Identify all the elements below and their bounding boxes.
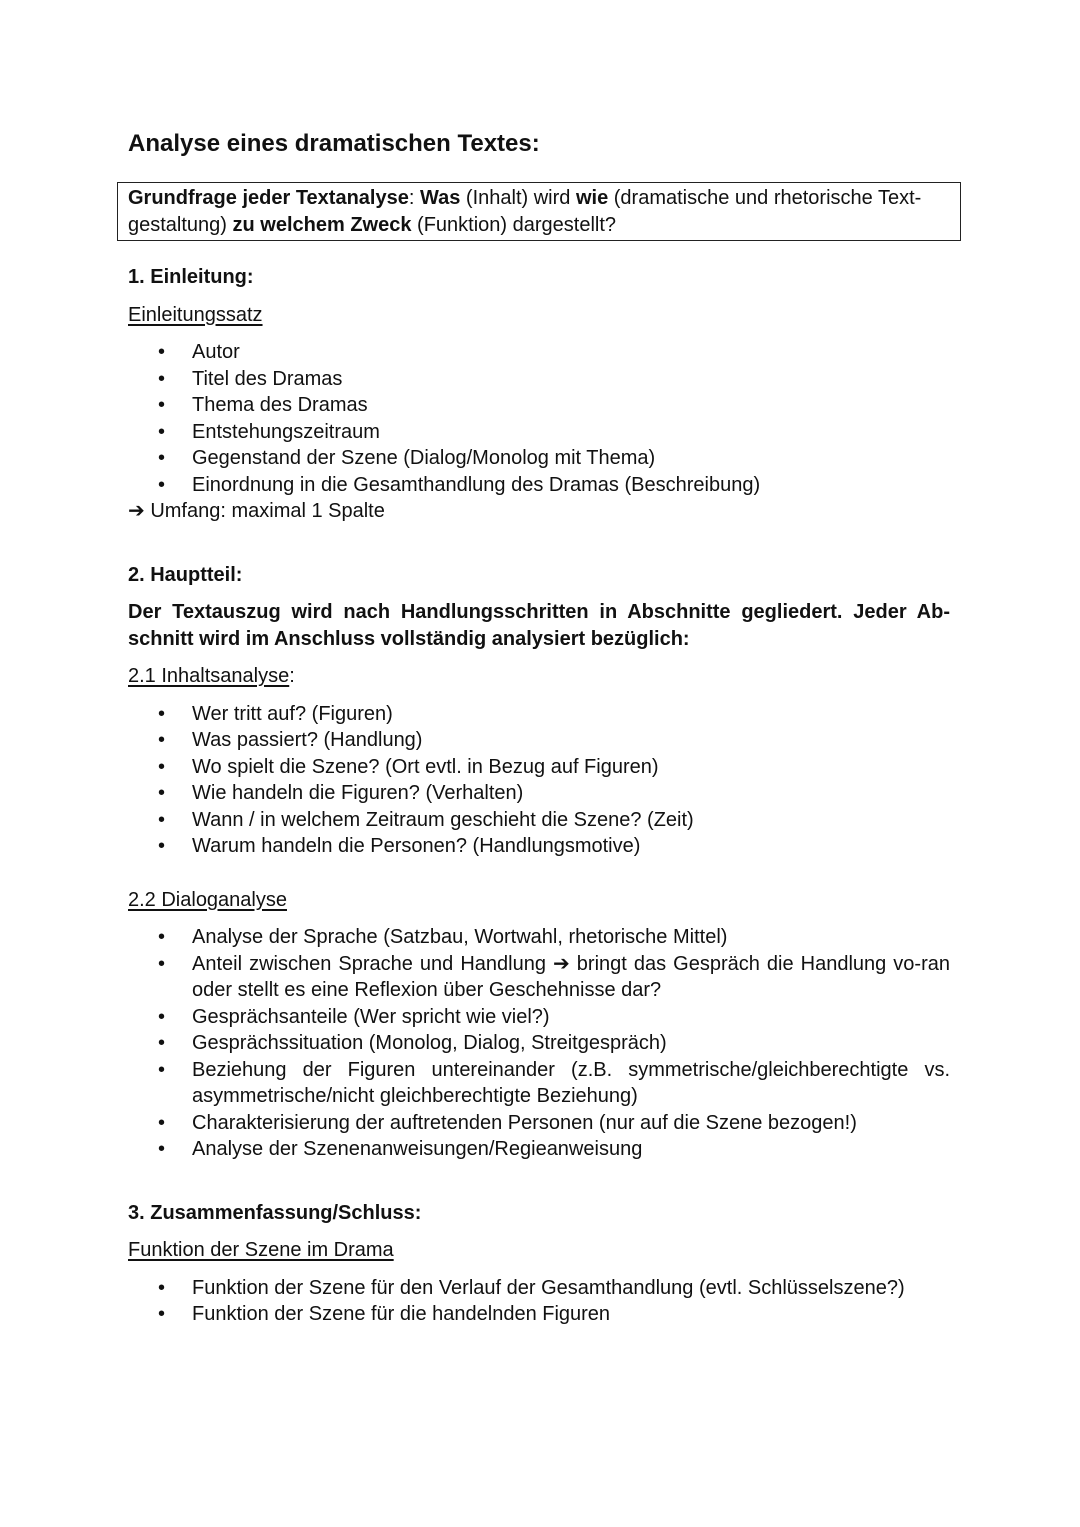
subheading-colon: :: [289, 665, 295, 687]
list-item-text: Anteil zwischen Sprache und Handlung: [192, 952, 553, 975]
hauptteil-lead: Der Textauszug wird nach Handlungsschritten in Abschnitte gegliedert. Jeder Ab-schnitt wird im Anschluss vollständig analysiert bezüglich:: [128, 601, 950, 650]
document-content: [128, 128, 950, 1328]
list-item: • Funktion der Szene für den Verlauf der Gesamthandlung (evtl. Schlüsselszene?): [128, 1275, 950, 1302]
list-item: • Warum handeln die Personen? (Handlungsmotive): [128, 833, 950, 860]
subheading-inhaltsanalyse-text: 2.1 Inhaltsanalyse: [128, 665, 290, 687]
list-item: • Gegenstand der Szene (Dialog/Monolog mit Thema): [128, 445, 950, 472]
list-item: • Gesprächsanteile (Wer spricht wie viel?): [128, 1004, 950, 1031]
document-title: Analyse eines dramatischen Textes:: [128, 130, 540, 157]
key-question-box: [117, 182, 961, 241]
subheading-dialoganalyse: 2.2 Dialoganalyse: [128, 888, 287, 911]
arrow-right-icon: ➔: [128, 500, 145, 522]
subheading-einleitungssatz: Einleitungssatz: [128, 303, 263, 326]
list-item: • Analyse der Sprache (Satzbau, Wortwahl, rhetorische Mittel): [128, 924, 950, 951]
list-item: • Beziehung der Figuren untereinander (z.B. symmetrische/gleichberechtigte vs. asymmetrische/nicht gleichberechtigte Beziehung): [128, 1057, 950, 1110]
scope-note: [128, 498, 950, 525]
list-item: • Was passiert? (Handlung): [128, 727, 950, 754]
schluss-list: [128, 1275, 950, 1328]
list-item: [128, 951, 950, 1004]
question-text-4: (Funktion) dargestellt?: [411, 213, 617, 236]
arrow-right-icon: ➔: [552, 952, 570, 975]
list-item-text: bringt das Gespräch die Handlung vo-ran oder stellt es eine Reflexion über Geschehnisse dar?: [192, 952, 950, 1001]
einleitung-list: [128, 339, 950, 498]
question-text-1: :: [408, 187, 420, 209]
question-bold-2: Was: [419, 187, 461, 209]
question-bold-3: wie: [575, 187, 609, 209]
section-heading-einleitung: 1. Einleitung:: [128, 266, 254, 288]
question-text-2: (Inhalt) wird: [460, 187, 576, 209]
scope-note-text: Umfang: maximal 1 Spalte: [144, 500, 385, 522]
list-item: • Wer tritt auf? (Figuren): [128, 701, 950, 728]
dialoganalyse-list: [128, 924, 950, 1163]
list-item: • Entstehungszeitraum: [128, 419, 950, 446]
list-item: • Wann / in welchem Zeitraum geschieht die Szene? (Zeit): [128, 807, 950, 834]
list-item: • Wie handeln die Figuren? (Verhalten): [128, 780, 950, 807]
subheading-funktion: Funktion der Szene im Drama: [128, 1239, 394, 1261]
subheading-inhaltsanalyse: [128, 663, 950, 690]
list-item: • Thema des Dramas: [128, 392, 950, 419]
list-item: • Charakterisierung der auftretenden Personen (nur auf die Szene bezogen!): [128, 1110, 950, 1137]
question-text-3: (dramatische und rhetorische Text-gestaltung): [128, 187, 922, 236]
question-bold-4: zu welchem Zweck: [232, 213, 412, 236]
list-item: • Autor: [128, 339, 950, 366]
question-bold-1: Grundfrage jeder Textanalyse: [128, 187, 409, 209]
list-item: • Titel des Dramas: [128, 366, 950, 393]
section-heading-hauptteil: 2. Hauptteil:: [128, 563, 243, 586]
list-item: • Funktion der Szene für die handelnden Figuren: [128, 1301, 950, 1328]
inhaltsanalyse-list: [128, 701, 950, 860]
list-item: • Analyse der Szenenanweisungen/Regieanweisung: [128, 1136, 950, 1163]
section-heading-schluss: 3. Zusammenfassung/Schluss:: [128, 1201, 422, 1224]
list-item: • Einordnung in die Gesamthandlung des Dramas (Beschreibung): [128, 472, 950, 499]
list-item: • Gesprächssituation (Monolog, Dialog, Streitgespräch): [128, 1030, 950, 1057]
list-item: • Wo spielt die Szene? (Ort evtl. in Bezug auf Figuren): [128, 754, 950, 781]
